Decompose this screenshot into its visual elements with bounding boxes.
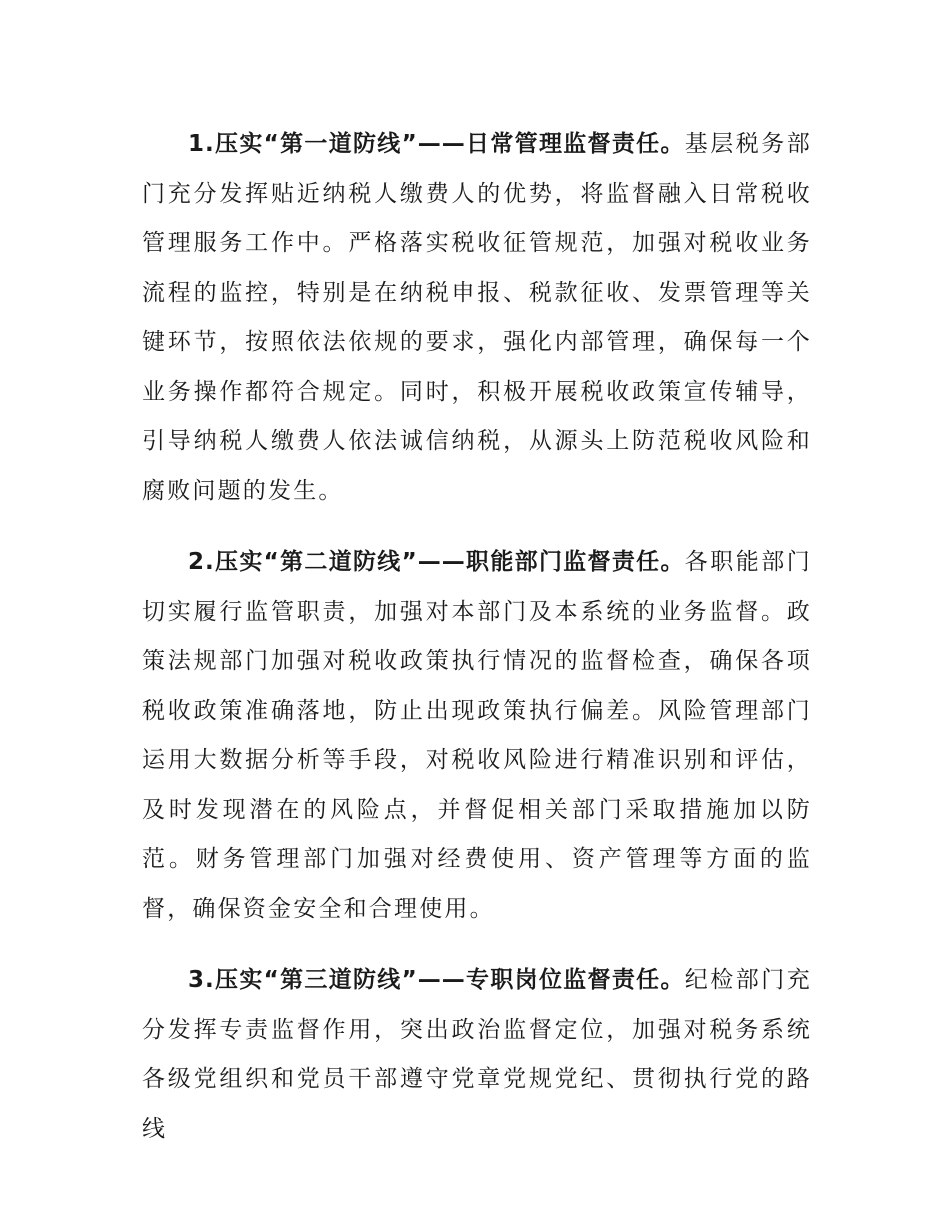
paragraph-second-line [142, 538, 812, 934]
paragraph-first-line [142, 120, 812, 516]
document-page [142, 120, 812, 1176]
paragraph-body: 基层税务部门充分发挥贴近纳税人缴费人的优势，将监督融入日常税收管理服务工作中。严格落实税收征管规范，加强对税收业务流程的监控，特别是在纳税申报、税款征收、发票管理等关键环节，按照依法依规的要求，强化内部管理，确保每一个业务操作都符合规定。同时，积极开展税收政策宣传辅导，引导纳税人缴费人依法诚信纳税，从源头上防范税收风险和腐败问题的发生。 [142, 131, 813, 504]
paragraph-heading: 2.压实“第二道防线”——职能部门监督责任。 [188, 549, 685, 575]
paragraph-third-line [142, 956, 812, 1154]
paragraph-body: 各职能部门切实履行监管职责，加强对本部门及本系统的业务监督。政策法规部门加强对税收政策执行情况的监督检查，确保各项税收政策准确落地，防止出现政策执行偏差。风险管理部门运用大数据分析等手段，对税收风险进行精准识别和评估，及时发现潜在的风险点，并督促相关部门采取措施加以防范。财务管理部门加强对经费使用、资产管理等方面的监督，确保资金安全和合理使用。 [142, 549, 813, 922]
paragraph-body: 纪检部门充分发挥专责监督作用，突出政治监督定位，加强对税务系统各级党组织和党员干部遵守党章党规党纪、贯彻执行党的路线 [142, 967, 813, 1142]
paragraph-heading: 3.压实“第三道防线”——专职岗位监督责任。 [188, 967, 685, 993]
paragraph-heading: 1.压实“第一道防线”——日常管理监督责任。 [188, 131, 685, 157]
